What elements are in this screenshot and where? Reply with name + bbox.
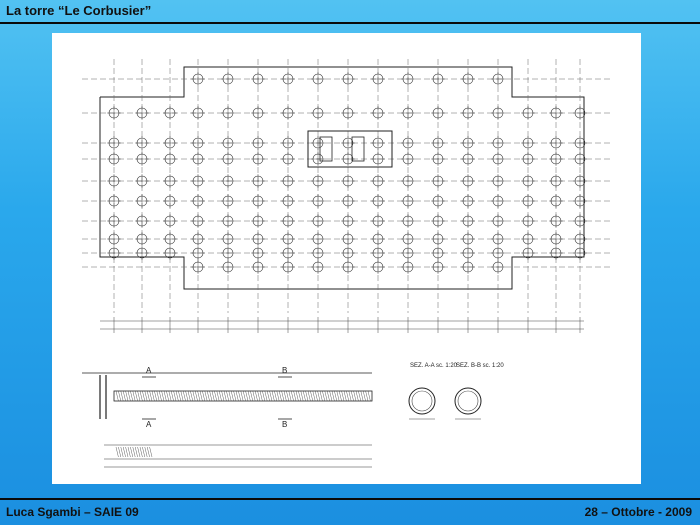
section-bb-label: SEZ. B-B sc. 1:20 bbox=[456, 363, 504, 369]
pile-section-outer bbox=[409, 388, 435, 414]
beam-stirrup bbox=[313, 391, 315, 401]
beam-stirrup bbox=[246, 391, 248, 401]
beam-stirrup bbox=[142, 391, 144, 401]
beam-stirrup bbox=[181, 391, 183, 401]
beam-stirrup bbox=[248, 391, 250, 401]
beam-stirrup bbox=[265, 391, 267, 401]
beam-stirrup bbox=[128, 391, 130, 401]
core-wall bbox=[320, 137, 332, 161]
foundation-outline bbox=[100, 67, 584, 289]
beam-stirrup bbox=[344, 391, 346, 401]
slide-title: La torre “Le Corbusier” bbox=[6, 3, 152, 18]
beam-stirrup bbox=[308, 391, 310, 401]
rebar-stirrup bbox=[145, 447, 147, 457]
beam-stirrup bbox=[361, 391, 363, 401]
rebar-stirrup bbox=[150, 447, 152, 457]
beam-stirrup bbox=[166, 391, 168, 401]
beam-stirrup bbox=[291, 391, 293, 401]
beam-stirrup bbox=[147, 391, 149, 401]
beam-stirrup bbox=[219, 391, 221, 401]
beam-stirrup bbox=[200, 391, 202, 401]
beam-stirrup bbox=[130, 391, 132, 401]
beam-stirrup bbox=[195, 391, 197, 401]
beam-stirrup bbox=[354, 391, 356, 401]
section-marker-label: B bbox=[282, 420, 288, 429]
beam-stirrup bbox=[214, 391, 216, 401]
beam-stirrup bbox=[284, 391, 286, 401]
beam-stirrup bbox=[164, 391, 166, 401]
beam-stirrup bbox=[356, 391, 358, 401]
technical-drawing bbox=[52, 33, 641, 484]
beam-stirrup bbox=[250, 391, 252, 401]
beam-stirrup bbox=[190, 391, 192, 401]
footer-date: 28 – Ottobre - 2009 bbox=[584, 505, 692, 519]
beam-stirrup bbox=[286, 391, 288, 401]
beam-stirrup bbox=[226, 391, 228, 401]
beam-stirrup bbox=[332, 391, 334, 401]
beam-stirrup bbox=[154, 391, 156, 401]
beam-stirrup bbox=[138, 391, 140, 401]
beam-stirrup bbox=[368, 391, 370, 401]
beam-stirrup bbox=[229, 391, 231, 401]
beam-stirrup bbox=[320, 391, 322, 401]
section-marker-label: A bbox=[146, 366, 152, 375]
beam-stirrup bbox=[207, 391, 209, 401]
beam-stirrup bbox=[171, 391, 173, 401]
core-wall bbox=[352, 137, 364, 161]
beam-stirrup bbox=[322, 391, 324, 401]
beam-stirrup bbox=[277, 391, 279, 401]
beam-stirrup bbox=[193, 391, 195, 401]
pile-section-inner bbox=[458, 391, 478, 411]
beam-stirrup bbox=[366, 391, 368, 401]
beam-stirrup bbox=[358, 391, 360, 401]
core-wall bbox=[308, 131, 392, 167]
beam-stirrup bbox=[301, 391, 303, 401]
pile-section-outer bbox=[455, 388, 481, 414]
beam-stirrup bbox=[294, 391, 296, 401]
beam-stirrup bbox=[306, 391, 308, 401]
beam-stirrup bbox=[188, 391, 190, 401]
beam-stirrup bbox=[258, 391, 260, 401]
beam-stirrup bbox=[152, 391, 154, 401]
beam-stirrup bbox=[337, 391, 339, 401]
beam-stirrup bbox=[270, 391, 272, 401]
beam-stirrup bbox=[217, 391, 219, 401]
beam-stirrup bbox=[222, 391, 224, 401]
beam-stirrup bbox=[267, 391, 269, 401]
beam-stirrup bbox=[262, 391, 264, 401]
beam-stirrup bbox=[121, 391, 123, 401]
beam-stirrup bbox=[234, 391, 236, 401]
rebar-stirrup bbox=[135, 447, 137, 457]
beam-stirrup bbox=[327, 391, 329, 401]
rebar-stirrup bbox=[128, 447, 130, 457]
beam-stirrup bbox=[212, 391, 214, 401]
beam-stirrup bbox=[303, 391, 305, 401]
section-aa-label: SEZ. A-A sc. 1:20 bbox=[410, 363, 458, 369]
beam-stirrup bbox=[282, 391, 284, 401]
beam-stirrup bbox=[241, 391, 243, 401]
beam-stirrup bbox=[140, 391, 142, 401]
beam-stirrup bbox=[186, 391, 188, 401]
beam-stirrup bbox=[231, 391, 233, 401]
beam-stirrup bbox=[169, 391, 171, 401]
pile-section-inner bbox=[412, 391, 432, 411]
beam-stirrup bbox=[236, 391, 238, 401]
beam-stirrup bbox=[224, 391, 226, 401]
section-marker-label: B bbox=[282, 366, 288, 375]
beam-stirrup bbox=[318, 391, 320, 401]
beam-stirrup bbox=[289, 391, 291, 401]
beam-stirrup bbox=[150, 391, 152, 401]
rebar-stirrup bbox=[133, 447, 135, 457]
rebar-stirrup bbox=[142, 447, 144, 457]
beam-stirrup bbox=[260, 391, 262, 401]
beam-stirrup bbox=[116, 391, 118, 401]
rebar-stirrup bbox=[121, 447, 123, 457]
beam-stirrup bbox=[255, 391, 257, 401]
beam-stirrup bbox=[310, 391, 312, 401]
beam-stirrup bbox=[325, 391, 327, 401]
rebar-stirrup bbox=[130, 447, 132, 457]
beam-stirrup bbox=[346, 391, 348, 401]
beam-stirrup bbox=[296, 391, 298, 401]
beam-stirrup bbox=[253, 391, 255, 401]
rebar-stirrup bbox=[147, 447, 149, 457]
beam-stirrup bbox=[174, 391, 176, 401]
beam-stirrup bbox=[205, 391, 207, 401]
beam-stirrup bbox=[133, 391, 135, 401]
beam-stirrup bbox=[176, 391, 178, 401]
beam-stirrup bbox=[272, 391, 274, 401]
beam-stirrup bbox=[243, 391, 245, 401]
beam-stirrup bbox=[183, 391, 185, 401]
slide-header bbox=[0, 0, 700, 22]
foundation-plan-svg bbox=[52, 33, 641, 484]
beam-stirrup bbox=[298, 391, 300, 401]
rebar-stirrup bbox=[126, 447, 128, 457]
rebar-stirrup bbox=[116, 447, 118, 457]
beam-stirrup bbox=[135, 391, 137, 401]
beam-stirrup bbox=[210, 391, 212, 401]
beam-stirrup bbox=[178, 391, 180, 401]
beam-stirrup bbox=[279, 391, 281, 401]
rebar-stirrup bbox=[138, 447, 140, 457]
beam-stirrup bbox=[334, 391, 336, 401]
beam-stirrup bbox=[159, 391, 161, 401]
beam-stirrup bbox=[162, 391, 164, 401]
beam-stirrup bbox=[202, 391, 204, 401]
footer-rule bbox=[0, 498, 700, 500]
beam-stirrup bbox=[238, 391, 240, 401]
beam-stirrup bbox=[145, 391, 147, 401]
rebar-stirrup bbox=[140, 447, 142, 457]
rebar-stirrup bbox=[118, 447, 120, 457]
beam-stirrup bbox=[198, 391, 200, 401]
rebar-stirrup bbox=[123, 447, 125, 457]
header-rule bbox=[0, 22, 700, 24]
beam-stirrup bbox=[342, 391, 344, 401]
beam-stirrup bbox=[126, 391, 128, 401]
beam-stirrup bbox=[118, 391, 120, 401]
beam-stirrup bbox=[123, 391, 125, 401]
beam-stirrup bbox=[351, 391, 353, 401]
beam-stirrup bbox=[330, 391, 332, 401]
beam-stirrup bbox=[339, 391, 341, 401]
footer-author: Luca Sgambi – SAIE 09 bbox=[6, 505, 139, 519]
beam-stirrup bbox=[363, 391, 365, 401]
beam-stirrup bbox=[157, 391, 159, 401]
beam-stirrup bbox=[349, 391, 351, 401]
beam-stirrup bbox=[274, 391, 276, 401]
section-marker-label: A bbox=[146, 420, 152, 429]
beam-stirrup bbox=[315, 391, 317, 401]
